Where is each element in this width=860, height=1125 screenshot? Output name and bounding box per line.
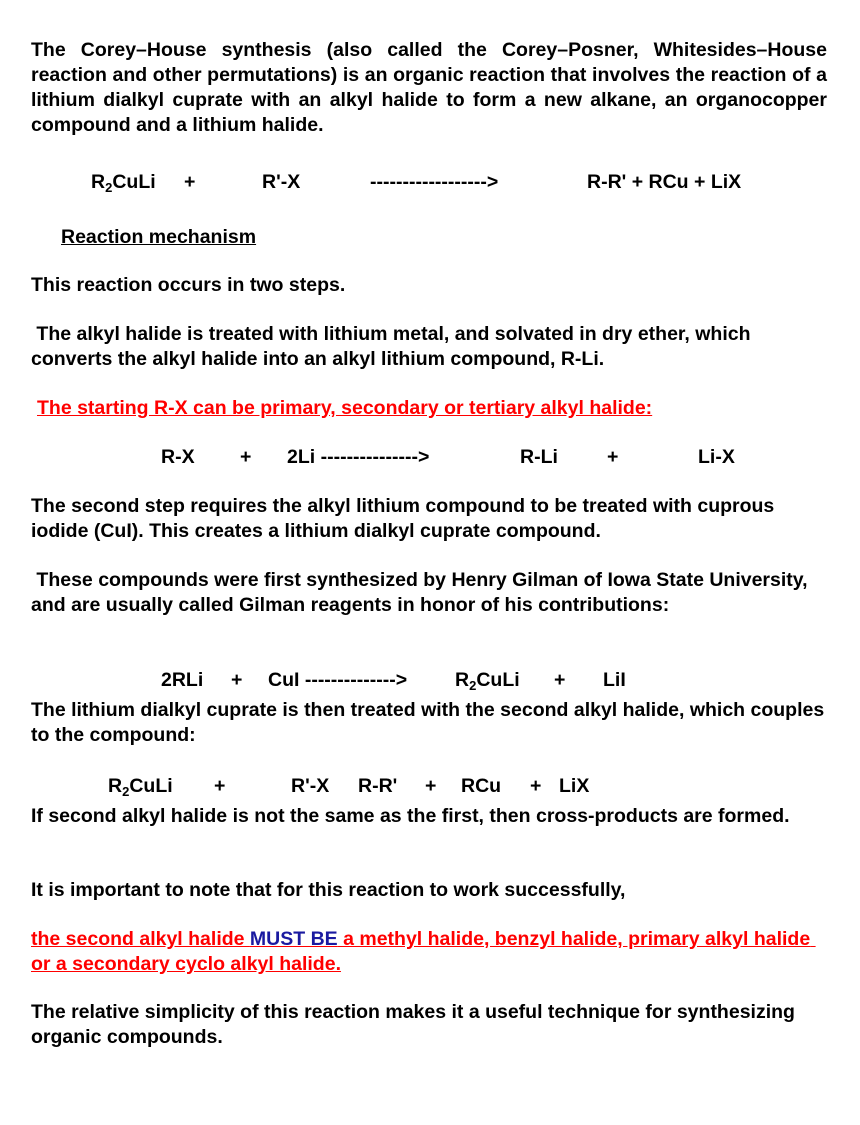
equation-step2 [0, 668, 860, 693]
must-be-part2: a methyl halide, benzyl halide, primary alkyl halide or a secondary cyclo alkyl halide. [31, 928, 816, 975]
reactant-rx: R-X [161, 446, 195, 468]
two-steps-text: This reaction occurs in two steps. [31, 274, 346, 296]
product-cuprate: $R_2CuLi$ [455, 669, 520, 693]
section-heading: Reaction mechanism [61, 226, 257, 248]
product-lii: LiI [603, 669, 626, 691]
reactant-alkyl-halide: R'-X [262, 171, 301, 193]
step1-paragraph: The alkyl halide is treated with lithium metal, and solvated in dry ether, which converts the alkyl halide into an alkyl lithium compound, R-Li. [31, 323, 756, 370]
plus-sign: + [231, 669, 243, 691]
products: R-R' + RCu + LiX [587, 171, 742, 193]
plus-sign: + [214, 775, 226, 797]
cui-arrow: CuI --------------> [268, 669, 408, 691]
gilman-paragraph: These compounds were first synthesized by Henry Gilman of Iowa State University, and are usually called Gilman reagents in honor of his contributions: [31, 569, 814, 616]
plus-sign: + [184, 171, 196, 193]
reactant-alkyl-halide: R'-X [291, 775, 330, 797]
product-lix: Li-X [698, 446, 735, 468]
product-lix: LiX [559, 775, 590, 797]
equation-coupling [0, 774, 860, 799]
must-be-part1: the second alkyl halide [31, 928, 250, 950]
product-rli: R-Li [520, 446, 558, 468]
equation-step1 [0, 445, 860, 470]
reaction-arrow: ------------------> [370, 171, 499, 193]
must-be-statement [31, 927, 831, 977]
step2-paragraph: The second step requires the alkyl lithium compound to be treated with cuprous iodide (CuI). This creates a lithium dialkyl cuprate compound. [31, 495, 775, 542]
must-be-emphasis: MUST BE [249, 928, 338, 950]
plus-sign: + [607, 446, 619, 468]
equation-overall [0, 170, 860, 195]
step3-paragraph: The lithium dialkyl cuprate is then treated with the second alkyl halide, which couples to the compound: [31, 699, 825, 746]
conclusion-paragraph: The relative simplicity of this reaction makes it a useful technique for synthesizing organic compounds. [31, 1001, 795, 1048]
reactant-cuprate: $R_2CuLi$ [91, 171, 156, 195]
product-rr: R-R' [358, 775, 398, 797]
product-rcu: RCu [461, 775, 502, 797]
cross-products-text: If second alkyl halide is not the same as the first, then cross-products are formed. [31, 805, 790, 827]
plus-sign: + [425, 775, 437, 797]
starting-rx-note: The starting R-X can be primary, secondary or tertiary alkyl halide: [37, 397, 653, 419]
intro-paragraph: The Corey–House synthesis (also called the Corey–Posner, Whitesides–House reaction and other permutations) is an organic reaction that involves the reaction of a lithium dialkyl cuprate with an alkyl halide to form a new alkane, an organocopper compound and a lithium halide. [31, 39, 827, 136]
plus-sign: + [554, 669, 566, 691]
important-note: It is important to note that for this reaction to work successfully, [31, 879, 626, 901]
reactant-2rli: 2RLi [161, 669, 204, 691]
lithium-arrow: 2Li ---------------> [287, 446, 430, 468]
reactant-cuprate: $R_2CuLi$ [108, 775, 173, 799]
plus-sign: + [240, 446, 252, 468]
plus-sign: + [530, 775, 542, 797]
